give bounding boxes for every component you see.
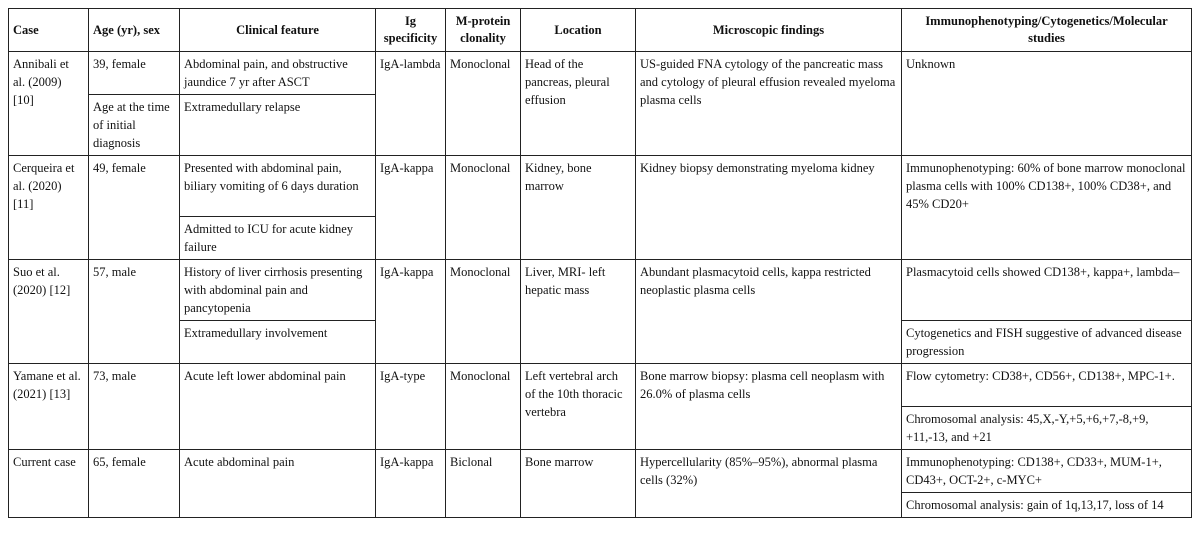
cell-ig: IgA-type	[376, 364, 446, 450]
cell-case: Cerqueira et al. (2020) [11]	[9, 156, 89, 260]
table-row	[9, 364, 1192, 407]
cell-location: Kidney, bone marrow	[521, 156, 636, 260]
cell-immuno: Immunophenotyping: 60% of bone marrow monoclonal plasma cells with 100% CD138+, 100% CD38+, and 45% CD20+	[902, 156, 1192, 260]
cell-mprotein: Monoclonal	[446, 260, 521, 364]
cell-immuno: Immunophenotyping: CD138+, CD33+, MUM-1+, CD43+, OCT-2+, c-MYC+	[902, 450, 1192, 493]
cell-clinical: Extramedullary involvement	[180, 321, 376, 364]
cell-immuno: Chromosomal analysis: 45,X,-Y,+5,+6,+7,-8,+9, +11,-13, and +21	[902, 407, 1192, 450]
header-immunophenotyping: Immunophenotyping/Cytogenetics/Molecular studies	[902, 9, 1192, 52]
cell-ig: IgA-kappa	[376, 260, 446, 364]
header-age-sex: Age (yr), sex	[89, 9, 180, 52]
header-clinical-feature: Clinical feature	[180, 9, 376, 52]
cell-location: Left vertebral arch of the 10th thoracic vertebra	[521, 364, 636, 450]
cell-mprotein: Monoclonal	[446, 52, 521, 156]
cell-clinical: Extramedullary relapse	[180, 95, 376, 156]
header-ig-specificity: Ig specificity	[376, 9, 446, 52]
cell-age-sex: 39, female	[89, 52, 180, 95]
cell-location: Liver, MRI- left hepatic mass	[521, 260, 636, 364]
cell-micro: US-guided FNA cytology of the pancreatic mass and cytology of pleural effusion revealed myeloma plasma cells	[636, 52, 902, 156]
cell-location: Head of the pancreas, pleural effusion	[521, 52, 636, 156]
cell-clinical: History of liver cirrhosis presenting with abdominal pain and pancytopenia	[180, 260, 376, 321]
cell-location: Bone marrow	[521, 450, 636, 518]
cell-mprotein: Monoclonal	[446, 364, 521, 450]
cell-clinical: Admitted to ICU for acute kidney failure	[180, 217, 376, 260]
cell-clinical: Presented with abdominal pain, biliary vomiting of 6 days duration	[180, 156, 376, 217]
cell-ig: IgA-lambda	[376, 52, 446, 156]
cell-micro: Hypercellularity (85%–95%), abnormal plasma cells (32%)	[636, 450, 902, 518]
cell-age-sex: 49, female	[89, 156, 180, 260]
case-comparison-table	[8, 8, 1192, 518]
table-row	[9, 156, 1192, 217]
cell-age-sex: 65, female	[89, 450, 180, 518]
cell-immuno: Plasmacytoid cells showed CD138+, kappa+, lambda–	[902, 260, 1192, 321]
cell-immuno: Cytogenetics and FISH suggestive of advanced disease progression	[902, 321, 1192, 364]
header-case: Case	[9, 9, 89, 52]
cell-mprotein: Monoclonal	[446, 156, 521, 260]
header-microscopic-findings: Microscopic findings	[636, 9, 902, 52]
cell-ig: IgA-kappa	[376, 450, 446, 518]
cell-case: Annibali et al. (2009) [10]	[9, 52, 89, 156]
cell-age-sex: 73, male	[89, 364, 180, 450]
cell-clinical: Acute abdominal pain	[180, 450, 376, 518]
cell-immuno: Flow cytometry: CD38+, CD56+, CD138+, MPC-1+.	[902, 364, 1192, 407]
cell-case: Yamane et al. (2021) [13]	[9, 364, 89, 450]
header-row	[9, 9, 1192, 52]
table-row	[9, 52, 1192, 95]
cell-micro: Abundant plasmacytoid cells, kappa restricted neoplastic plasma cells	[636, 260, 902, 364]
cell-mprotein: Biclonal	[446, 450, 521, 518]
header-location: Location	[521, 9, 636, 52]
cell-case: Current case	[9, 450, 89, 518]
cell-micro: Kidney biopsy demonstrating myeloma kidney	[636, 156, 902, 260]
cell-clinical: Abdominal pain, and obstructive jaundice 7 yr after ASCT	[180, 52, 376, 95]
cell-clinical: Acute left lower abdominal pain	[180, 364, 376, 450]
table-row	[9, 260, 1192, 321]
cell-case: Suo et al. (2020) [12]	[9, 260, 89, 364]
cell-micro: Bone marrow biopsy: plasma cell neoplasm with 26.0% of plasma cells	[636, 364, 902, 450]
cell-age-sex: Age at the time of initial diagnosis	[89, 95, 180, 156]
header-m-protein-clonality: M-protein clonality	[446, 9, 521, 52]
cell-immuno: Unknown	[902, 52, 1192, 156]
table-row	[9, 450, 1192, 493]
cell-age-sex: 57, male	[89, 260, 180, 364]
cell-ig: IgA-kappa	[376, 156, 446, 260]
cell-immuno: Chromosomal analysis: gain of 1q,13,17, loss of 14	[902, 493, 1192, 518]
